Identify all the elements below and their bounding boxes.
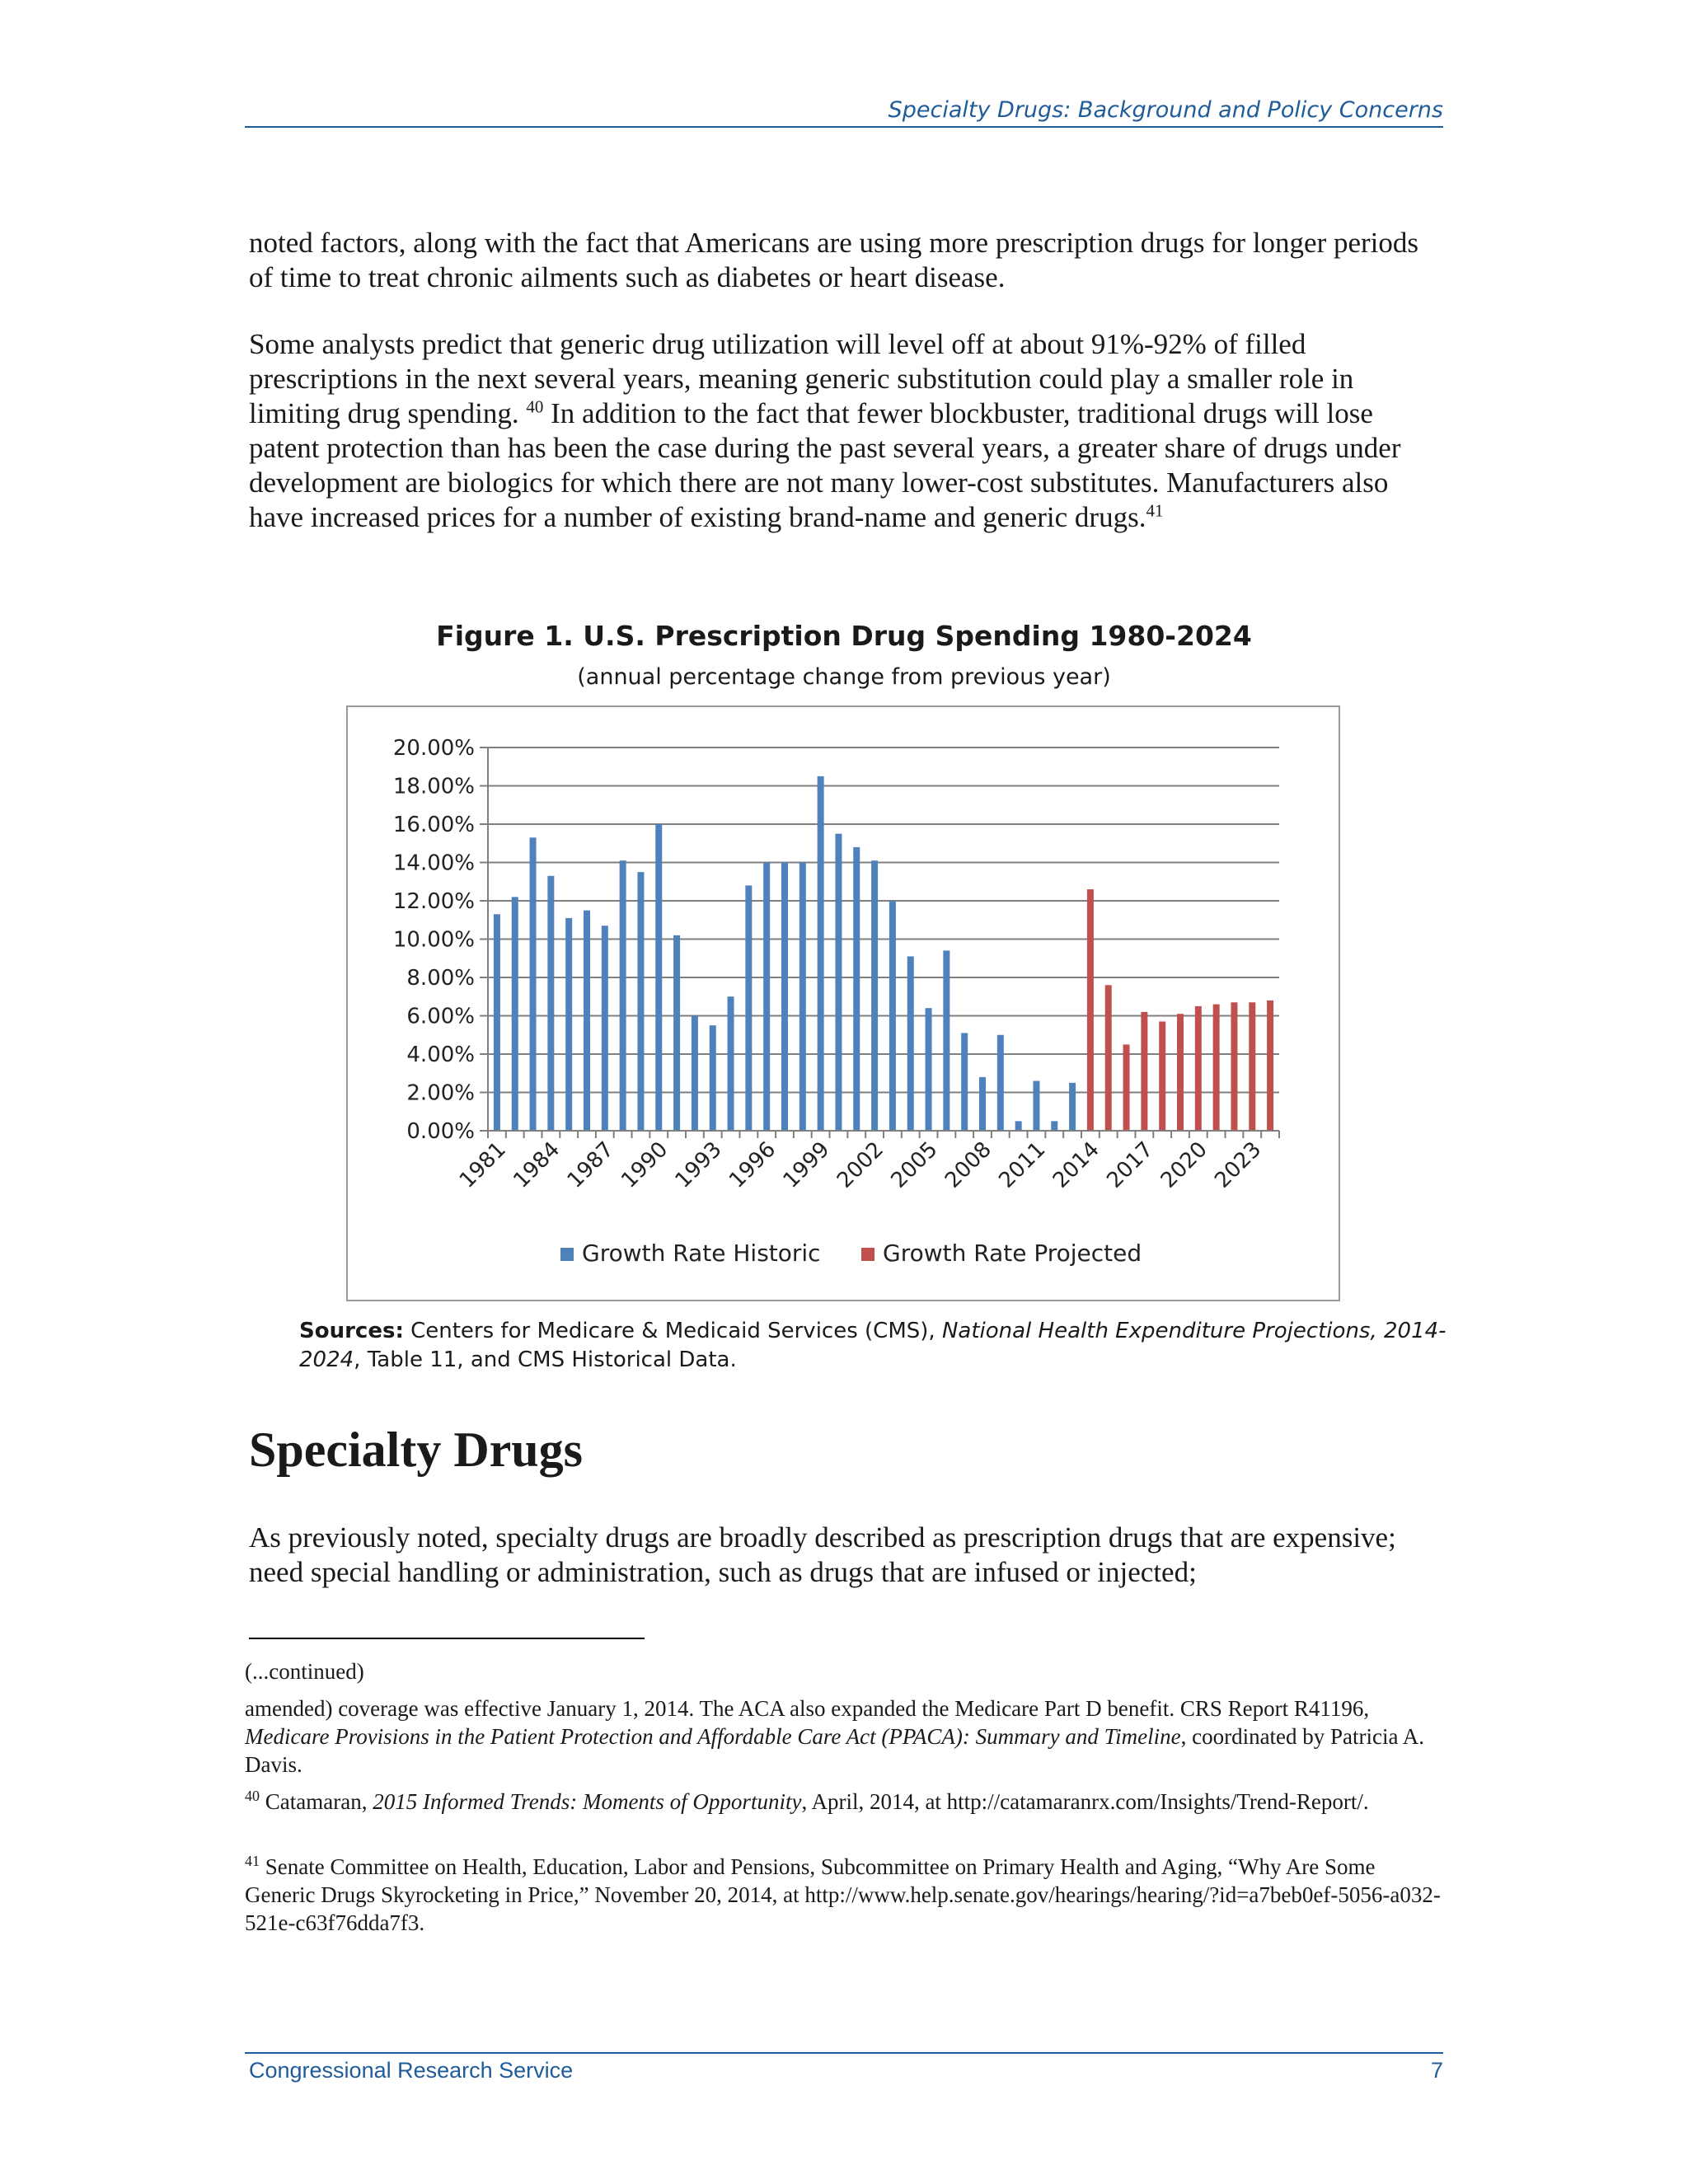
bar bbox=[1069, 1083, 1076, 1131]
bar bbox=[907, 956, 914, 1131]
sources-report-title: National Health Expenditure Projections, 2014-2024 bbox=[299, 1319, 1447, 1372]
chart-frame bbox=[346, 705, 1340, 1301]
figure-title: Figure 1. U.S. Prescription Drug Spending 1980-2024 bbox=[436, 620, 1252, 652]
x-tick-label: 2020 bbox=[1156, 1137, 1212, 1193]
footnote-ref-41[interactable]: 41 bbox=[1146, 500, 1164, 521]
header-rule bbox=[245, 126, 1443, 128]
y-tick-label: 8.00% bbox=[406, 966, 475, 991]
figure-sources bbox=[299, 1317, 1453, 1375]
footnote-40-report-title: 2015 Informed Trends: Moments of Opportunity bbox=[373, 1789, 802, 1814]
footnote-continued-text bbox=[245, 1694, 1448, 1779]
bar bbox=[1105, 985, 1112, 1131]
bar bbox=[1213, 1005, 1220, 1131]
x-tick-label: 2008 bbox=[940, 1137, 996, 1193]
paragraph-2-part-a: Some analysts predict that generic drug utilization will level off at about 91%-92% of filled prescriptions in the next several years, meaning generic substitution could play a smaller role in limiting drug spending. bbox=[249, 328, 1354, 429]
bar bbox=[1177, 1014, 1184, 1131]
bar bbox=[818, 776, 824, 1131]
y-tick-label: 0.00% bbox=[406, 1119, 475, 1144]
footer-publisher: Congressional Research Service bbox=[249, 2058, 574, 2083]
paragraph-2 bbox=[249, 327, 1440, 535]
bar bbox=[781, 863, 788, 1132]
footnote-41-text[interactable]: Senate Committee on Health, Education, Labor and Pensions, Subcommittee on Primary Health and Aging, “Why Are Some Generic Drugs Skyrocketing in Price,” November 20, 2014, at http://www.help.senate.gov/hearings/hearing/?id=a7beb0ef-5056-a032-521e-c63f76dda7f3. bbox=[245, 1854, 1441, 1935]
bar bbox=[1141, 1012, 1147, 1131]
page-number: 7 bbox=[1430, 2058, 1443, 2083]
footnote-continued: (...continued) bbox=[245, 1659, 364, 1684]
bar bbox=[745, 885, 752, 1131]
bar bbox=[835, 834, 842, 1131]
bar bbox=[1267, 1001, 1273, 1131]
bar bbox=[494, 914, 500, 1131]
x-tick-label: 2017 bbox=[1102, 1137, 1159, 1193]
bar bbox=[728, 996, 734, 1131]
y-tick-label: 14.00% bbox=[392, 851, 475, 876]
legend-swatch bbox=[560, 1248, 574, 1261]
bar bbox=[602, 926, 608, 1131]
bar bbox=[1231, 1002, 1237, 1131]
y-tick-label: 18.00% bbox=[392, 774, 475, 799]
bar bbox=[1015, 1121, 1022, 1131]
bar bbox=[1087, 889, 1094, 1131]
sources-label: Sources: bbox=[299, 1319, 404, 1343]
bar bbox=[1159, 1021, 1165, 1131]
footnote-40-text-a: Catamaran, bbox=[260, 1789, 373, 1814]
x-tick-label: 2011 bbox=[994, 1137, 1051, 1193]
footnote-a-text-2: , coordinated by Patricia A. Davis. bbox=[245, 1724, 1425, 1777]
bar bbox=[530, 837, 537, 1131]
y-tick-label: 2.00% bbox=[406, 1080, 475, 1106]
bar bbox=[889, 901, 896, 1131]
footnote-40 bbox=[245, 1788, 1448, 1816]
legend-label: Growth Rate Projected bbox=[883, 1240, 1142, 1267]
bar bbox=[637, 872, 644, 1131]
bar bbox=[673, 935, 680, 1131]
x-tick-label: 1987 bbox=[562, 1137, 619, 1193]
footnote-a-text-1: amended) coverage was effective January 1, 2014. The ACA also expanded the Medicare Part D benefit. CRS Report R41196, bbox=[245, 1696, 1370, 1721]
section-paragraph: As previously noted, specialty drugs are broadly described as prescription drugs that are expensive; need special handling or administration, such as drugs that are infused or injected; bbox=[249, 1521, 1396, 1588]
x-tick-label: 1996 bbox=[724, 1137, 781, 1193]
bar bbox=[1033, 1081, 1039, 1131]
bar bbox=[620, 860, 626, 1131]
bar bbox=[655, 824, 662, 1131]
x-tick-label: 1981 bbox=[454, 1137, 511, 1193]
bar bbox=[512, 897, 518, 1131]
x-tick-label: 2023 bbox=[1210, 1137, 1267, 1193]
bar bbox=[584, 911, 590, 1131]
bar bbox=[1195, 1006, 1202, 1131]
bar-chart bbox=[348, 707, 1339, 1300]
y-tick-label: 10.00% bbox=[392, 927, 475, 953]
sources-text-a: Centers for Medicare & Medicaid Services (CMS), bbox=[403, 1319, 942, 1343]
footnote-ref-40[interactable]: 40 bbox=[526, 396, 544, 417]
footnote-40-number: 40 bbox=[245, 1788, 260, 1804]
bar bbox=[710, 1025, 716, 1131]
section-heading: Specialty Drugs bbox=[249, 1422, 583, 1477]
footnote-separator bbox=[249, 1638, 645, 1639]
y-tick-label: 4.00% bbox=[406, 1043, 475, 1067]
footer-rule bbox=[245, 2052, 1443, 2054]
x-tick-label: 1999 bbox=[778, 1137, 835, 1193]
footnote-41-number: 41 bbox=[245, 1853, 260, 1869]
footnote-40-text-b[interactable]: , April, 2014, at http://catamaranrx.com/Insights/Trend-Report/. bbox=[801, 1789, 1369, 1814]
y-tick-label: 6.00% bbox=[406, 1004, 475, 1029]
x-tick-label: 2002 bbox=[832, 1137, 889, 1193]
bar bbox=[547, 876, 554, 1131]
legend-label: Growth Rate Historic bbox=[582, 1240, 821, 1267]
sources-text-b: , Table 11, and CMS Historical Data. bbox=[354, 1347, 737, 1372]
footnote-a-report-title: Medicare Provisions in the Patient Protection and Affordable Care Act (PPACA): Summary and Timeline bbox=[245, 1724, 1181, 1749]
paragraph-2-part-b: In addition to the fact that fewer blockbuster, traditional drugs will lose patent protection than has been the case during the past several years, a greater share of drugs under development are biologics for which there are not many lower-cost substitutes. Manufacturers also have increased prices for a number of existing brand-name and generic drugs. bbox=[249, 397, 1401, 533]
x-tick-label: 2005 bbox=[886, 1137, 943, 1193]
bar bbox=[926, 1008, 932, 1131]
bar bbox=[1249, 1002, 1255, 1131]
y-tick-label: 16.00% bbox=[392, 813, 475, 837]
bar bbox=[979, 1077, 986, 1131]
figure-subtitle: (annual percentage change from previous year) bbox=[577, 664, 1111, 690]
y-tick-label: 20.00% bbox=[392, 736, 475, 761]
bar bbox=[565, 918, 572, 1131]
bar bbox=[1123, 1044, 1130, 1131]
bar bbox=[871, 860, 878, 1131]
x-tick-label: 1993 bbox=[670, 1137, 727, 1193]
bar bbox=[853, 847, 860, 1131]
bar bbox=[799, 863, 806, 1132]
footnote-41 bbox=[245, 1853, 1448, 1937]
y-tick-label: 12.00% bbox=[392, 889, 475, 914]
bar bbox=[943, 950, 950, 1131]
x-tick-label: 2014 bbox=[1048, 1137, 1104, 1193]
paragraph-1: noted factors, along with the fact that Americans are using more prescription drugs for longer periods of time to treat chronic ailments such as diabetes or heart disease. bbox=[249, 227, 1419, 293]
legend-swatch bbox=[861, 1248, 874, 1261]
bar bbox=[1051, 1121, 1057, 1131]
x-tick-label: 1990 bbox=[617, 1137, 673, 1193]
x-tick-label: 1984 bbox=[509, 1137, 565, 1193]
bar bbox=[763, 863, 770, 1132]
running-header: Specialty Drugs: Background and Policy Concerns bbox=[888, 97, 1443, 123]
bar bbox=[961, 1033, 968, 1131]
bar bbox=[692, 1016, 698, 1132]
bar bbox=[997, 1035, 1004, 1131]
